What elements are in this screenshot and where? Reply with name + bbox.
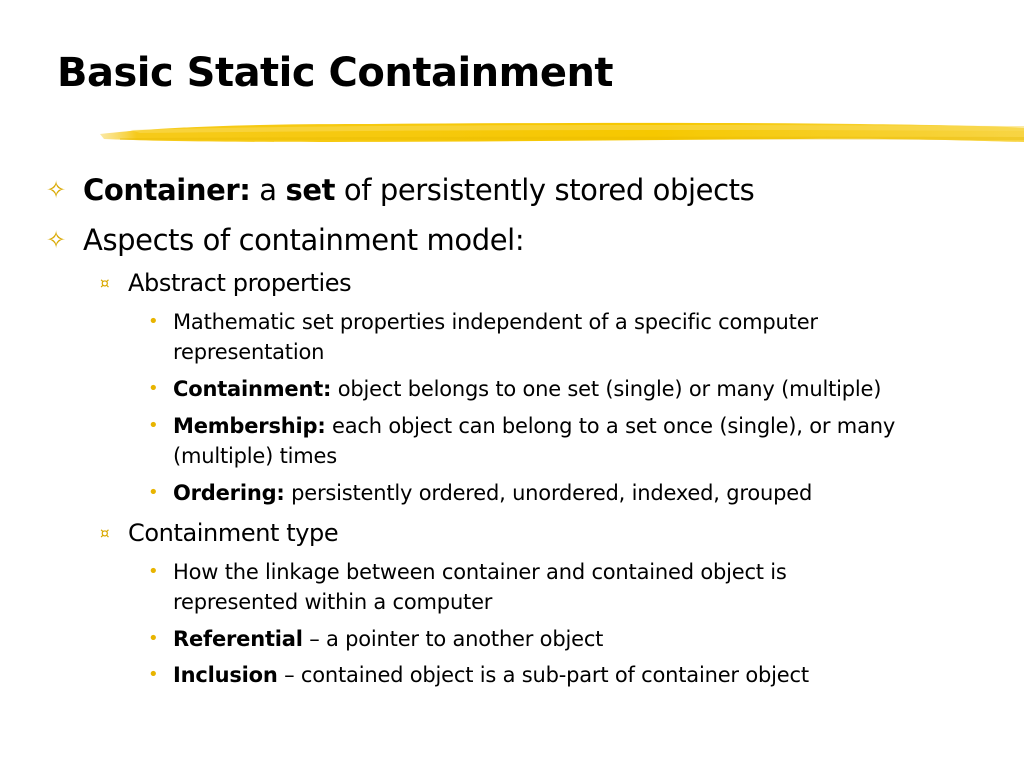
bullet-text-line1	[173, 411, 895, 441]
currency-sign-icon: ¤	[100, 274, 110, 292]
bullet-term: Membership:	[173, 414, 326, 438]
bullet-term: Container:	[83, 173, 251, 207]
dot-icon: •	[148, 378, 159, 399]
bullet-text	[173, 624, 603, 654]
bullet-rest: object belongs to one set (single) or many (multiple)	[331, 377, 882, 401]
bullet-term: Referential	[173, 627, 303, 651]
bullet-term: Ordering:	[173, 481, 285, 505]
bullet-rest: of persistently stored objects	[335, 173, 755, 207]
bullet-text-line1: How the linkage between container and contained object is	[173, 560, 787, 584]
bullet-text: Containment type	[128, 519, 339, 547]
bullet-text	[173, 660, 809, 690]
bullet-text	[173, 478, 812, 508]
bullet-text: Aspects of containment model:	[83, 223, 525, 257]
bullet-text-line1: Mathematic set properties independent of a specific computer	[173, 310, 818, 334]
bullet-term2: set	[285, 173, 336, 207]
bullet-rest: each object can belong to a set once (single), or many	[325, 414, 896, 438]
bullet-rest: – a pointer to another object	[302, 627, 604, 651]
bullet-text	[83, 172, 754, 208]
bullet-term: Inclusion	[173, 663, 278, 687]
bullet-text-line2: (multiple) times	[173, 444, 338, 468]
slide-title: Basic Static Containment	[57, 50, 614, 96]
dot-icon: •	[148, 664, 159, 685]
dot-icon: •	[148, 561, 159, 582]
bullet-rest: – contained object is a sub-part of container object	[277, 663, 809, 687]
currency-sign-icon: ¤	[100, 524, 110, 542]
sparkle-icon: ✧	[46, 226, 67, 254]
sparkle-icon: ✧	[46, 176, 67, 204]
dot-icon: •	[148, 311, 159, 332]
bullet-text-line2: represented within a computer	[173, 590, 493, 614]
dot-icon: •	[148, 628, 159, 649]
bullet-text: Abstract properties	[128, 269, 352, 297]
dot-icon: •	[148, 482, 159, 503]
dot-icon: •	[148, 415, 159, 436]
bullet-text	[173, 374, 881, 404]
bullet-rest: persistently ordered, unordered, indexed, grouped	[284, 481, 813, 505]
bullet-text-line2: representation	[173, 340, 325, 364]
bullet-mid: a	[250, 173, 286, 207]
bullet-term: Containment:	[173, 377, 332, 401]
